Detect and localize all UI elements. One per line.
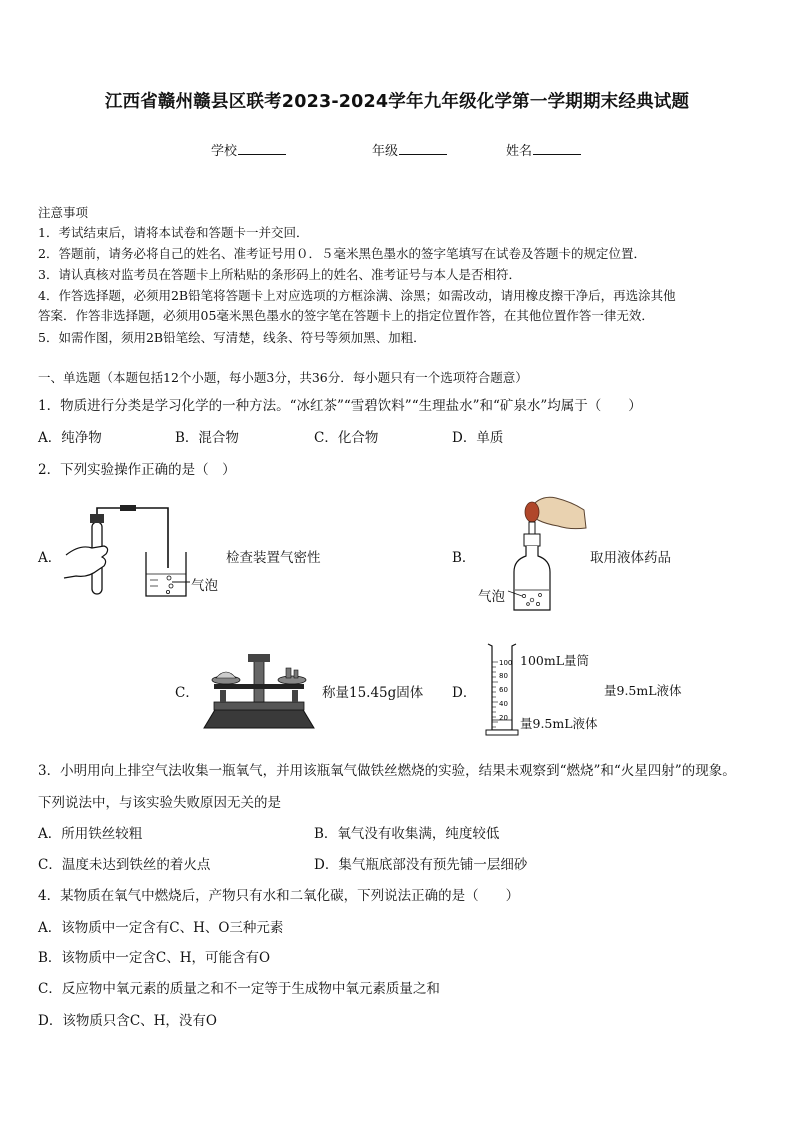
q2-option-d-label[interactable]: D． (452, 685, 477, 701)
q3-option-b[interactable]: B．氧气没有收集满，纯度较低 (314, 826, 500, 842)
q4-stem: 4．某物质在氧气中燃烧后，产物只有水和二氧化碳，下列说法正确的是（ ） (38, 888, 520, 904)
q1-option-d[interactable]: D．单质 (452, 430, 504, 446)
tick-label: 20 (499, 714, 508, 722)
school-label: 学校 (211, 144, 238, 159)
q2-d-caption: 量9.5mL液体 (604, 683, 682, 698)
q2-option-c-label[interactable]: C． (175, 685, 199, 701)
q2-b-figure-label: 气泡 (478, 589, 505, 605)
q2-a-figure-label: 气泡 (191, 578, 218, 594)
q1-option-b[interactable]: B．混合物 (175, 430, 239, 446)
q1-stem: 1．物质进行分类是学习化学的一种方法。“冰红茶”“雪碧饮料”“生理盐水”和“矿泉水”均属于（ ） (38, 398, 642, 414)
notice-item: 5．如需作图，须用2B铅笔绘、写清楚，线条、符号等须加黑、加粗． (38, 330, 426, 345)
q3-option-a[interactable]: A．所用铁丝较粗 (38, 826, 143, 842)
q2-b-caption: 取用液体药品 (590, 550, 671, 566)
q3-option-d[interactable]: D．集气瓶底部没有预先铺一层细砂 (314, 857, 528, 873)
grade-field[interactable] (372, 140, 447, 159)
notice-item: 3．请认真核对监考员在答题卡上所粘贴的条形码上的姓名、准考证号与本人是否相符． (38, 267, 521, 282)
q2-option-a-label[interactable]: A． (38, 550, 62, 566)
grade-label: 年级 (372, 144, 399, 159)
q2-d-figure-label: 量9.5mL液体 (520, 716, 598, 731)
q4-option-a[interactable]: A．该物质中一定含有C、H、O三种元素 (38, 920, 284, 936)
q4-option-b[interactable]: B．该物质中一定含C、H，可能含有O (38, 950, 271, 966)
airtight-check-figure (58, 500, 193, 600)
tick-label: 80 (499, 672, 508, 680)
q2-stem: 2．下列实验操作正确的是（ ） (38, 462, 236, 478)
tick-label: 100 (499, 659, 513, 667)
q3-stem: 3．小明用向上排空气法收集一瓶氧气，并用该瓶氧气做铁丝燃烧的实验，结果未观察到“燃烧”和“火星四射”的现象。 (38, 763, 736, 779)
q4-option-c[interactable]: C．反应物中氧元素的质量之和不一定等于生成物中氧元素质量之和 (38, 981, 440, 997)
tick-label: 60 (499, 686, 508, 694)
notice-item: 2．答题前，请务必将自己的姓名、准考证号用０．５毫米黑色墨水的签字笔填写在试卷及答题卡的规定位置． (38, 246, 646, 261)
q3-option-c[interactable]: C．温度未达到铁丝的着火点 (38, 857, 211, 873)
name-field[interactable] (506, 140, 581, 159)
q1-option-c[interactable]: C．化合物 (314, 430, 379, 446)
q3-stem-cont: 下列说法中，与该实验失败原因无关的是 (38, 795, 281, 811)
q2-option-b-label[interactable]: B． (452, 550, 476, 566)
section-heading: 一、单选题（本题包括12个小题，每小题3分，共36分．每小题只有一个选项符合题意） (38, 370, 528, 385)
notice-item: 答案．作答非选择题，必须用05毫米黑色墨水的签字笔在答题卡上的指定位置作答，在其他位置作答一律无效． (38, 308, 654, 323)
cylinder-figure (482, 640, 522, 740)
notice-item: 4．作答选择题，必须用2B铅笔将答题卡上对应选项的方框涂满、涂黑；如需改动，请用橡皮擦干净后，再选涂其他 (38, 288, 676, 303)
page-title: 江西省赣州赣县区联考2023-2024学年九年级化学第一学期期末经典试题 (104, 92, 690, 112)
q2-d-cylinder-label: 100mL量筒 (520, 653, 590, 668)
q1-option-a[interactable]: A．纯净物 (38, 430, 102, 446)
q4-option-d[interactable]: D．该物质只含C、H，没有O (38, 1013, 217, 1029)
balance-figure (200, 650, 318, 732)
q2-c-caption: 称量15.45g固体 (322, 685, 424, 701)
notice-item: 1．考试结束后，请将本试卷和答题卡一并交回． (38, 225, 309, 240)
school-field[interactable] (211, 140, 286, 159)
notice-heading: 注意事项 (38, 205, 89, 220)
q2-a-caption: 检查装置气密性 (226, 550, 321, 566)
tick-label: 40 (499, 700, 508, 708)
name-label: 姓名 (506, 144, 533, 159)
